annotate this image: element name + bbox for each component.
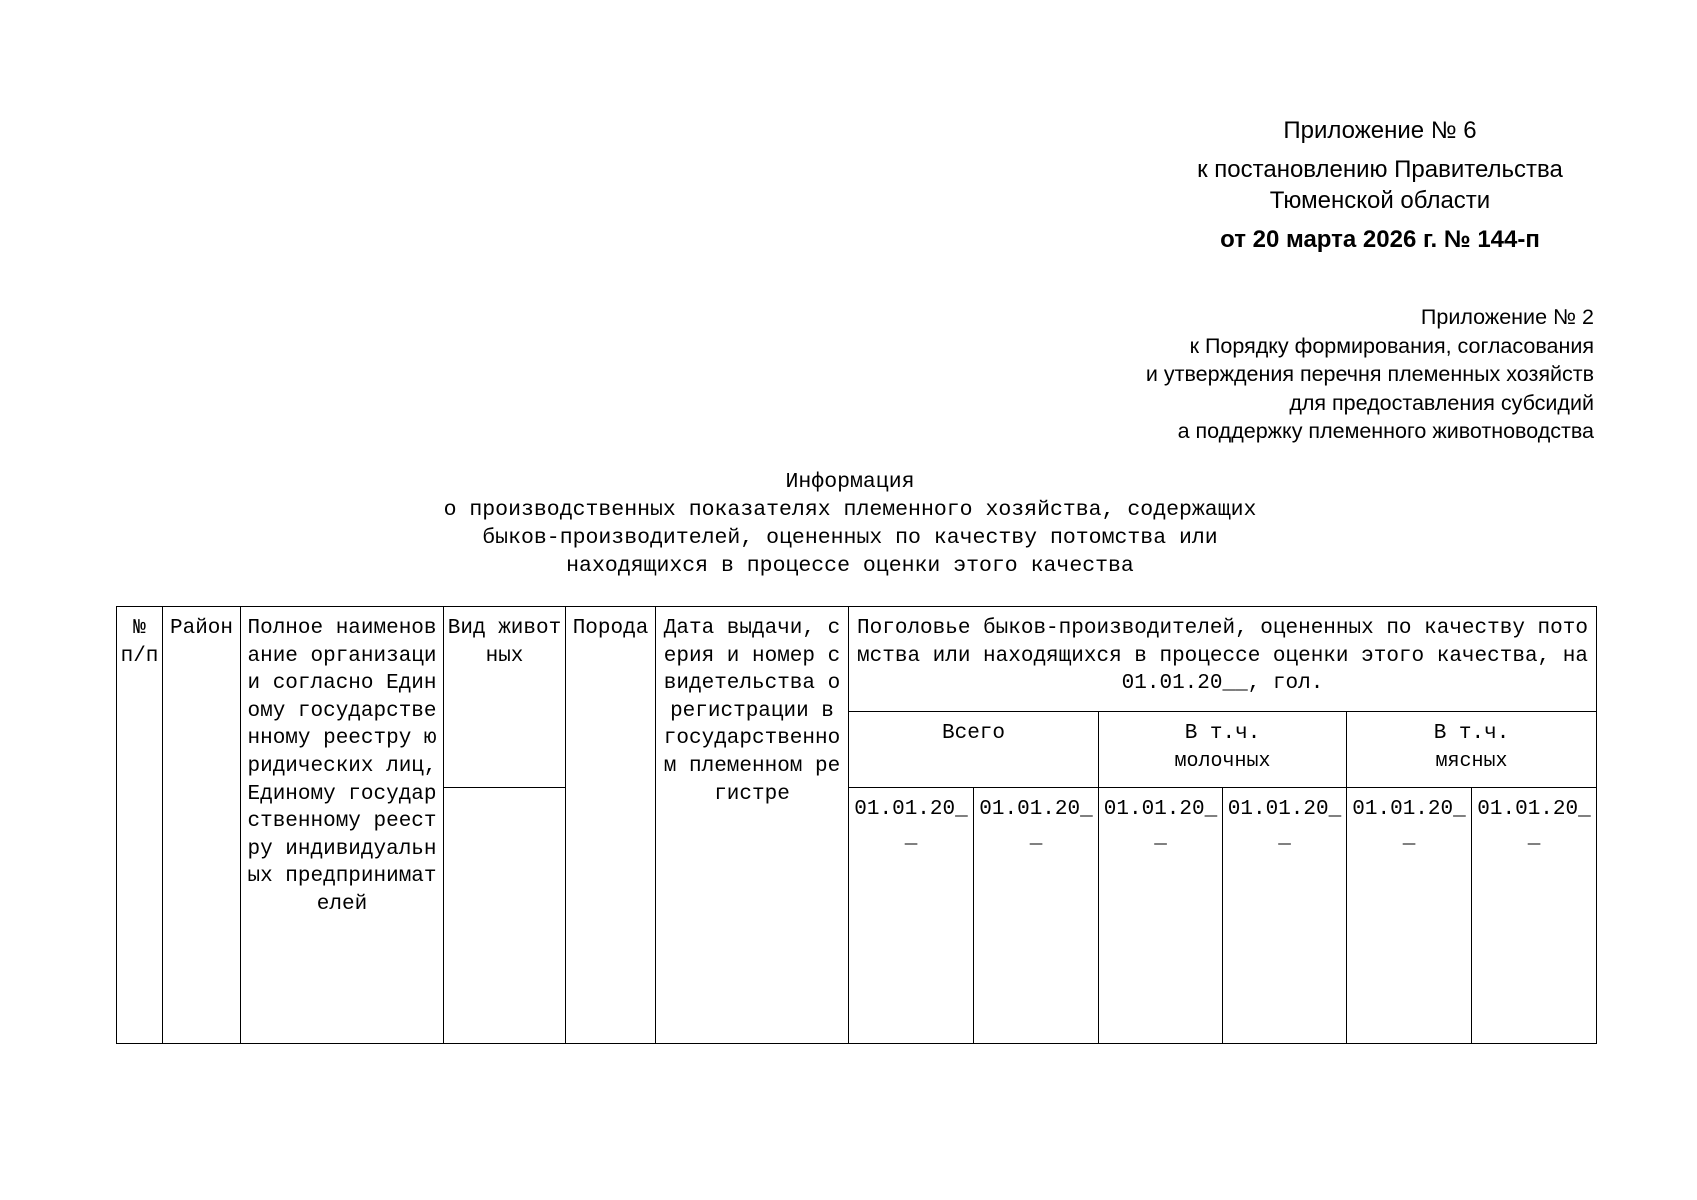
- date-cell-2: 01.01.20__: [974, 788, 1099, 1044]
- livestock-table: [116, 606, 1597, 1044]
- header-certificate: Дата выдачи, серия и номер свидетельства о регистрации в государственном племенном регистре: [656, 607, 849, 1044]
- date-cell-4: 01.01.20__: [1223, 788, 1347, 1044]
- annex2-line-3: и утверждения перечня племенных хозяйств: [1145, 362, 1594, 386]
- annex2-line-1: Приложение № 2: [1420, 305, 1594, 329]
- header-number: № п/п: [117, 607, 163, 1044]
- date-cell-5: 01.01.20__: [1347, 788, 1472, 1044]
- header-breed: Порода: [566, 607, 656, 1044]
- annex6-resolution-line2: Тюменской области: [1269, 187, 1491, 214]
- header-dairy-line1: В т.ч.: [1184, 722, 1261, 745]
- annex2-line-2: к Порядку формирования, согласования: [1189, 333, 1594, 358]
- title-line-1: Информация: [785, 470, 915, 494]
- title-line-2: о производственных показателях племенного хозяйства, содержащих: [443, 498, 1257, 522]
- date-cell-3: 01.01.20__: [1099, 788, 1223, 1044]
- annex2-header: [1146, 303, 1594, 446]
- date-cell-1: 01.01.20__: [849, 788, 974, 1044]
- date-cell-6: 01.01.20__: [1472, 788, 1597, 1044]
- annex2-line-4: для предоставления субсидий: [1289, 390, 1594, 415]
- header-meat-line1: В т.ч.: [1433, 722, 1510, 745]
- header-org-name: Полное наименование организации согласно Единому государственному реестру юридических лиц, Единому государственному реестру индивидуальных предпринимателей: [241, 607, 444, 1044]
- annex6-date-number: от 20 марта 2026 г. № 144-п: [1220, 226, 1540, 253]
- title-line-4: находящихся в процессе оценки этого качества: [566, 554, 1134, 578]
- header-meat-line2: мясных: [1435, 749, 1508, 773]
- header-dairy-line2: молочных: [1174, 749, 1271, 773]
- title-line-3: быков-производителей, оцененных по качеству потомства или: [482, 526, 1218, 550]
- header-district: Район: [163, 607, 241, 1044]
- animal-type-blank-cell: [444, 788, 566, 1044]
- document-title: [300, 468, 1400, 580]
- header-dairy: [1099, 712, 1347, 788]
- header-row-1: [117, 607, 1597, 712]
- annex6-header: [1070, 115, 1690, 255]
- header-animal-type: Вид животных: [444, 607, 566, 788]
- header-total: Всего: [849, 712, 1099, 788]
- annex6-title: Приложение № 6: [1283, 117, 1477, 144]
- header-livestock: Поголовье быков-производителей, оцененных по качеству потомства или находящихся в процессе оценки этого качества, на 01.01.20__, гол.: [849, 607, 1597, 712]
- header-meat: [1347, 712, 1597, 788]
- annex2-line-5: а поддержку племенного животноводства: [1177, 419, 1594, 443]
- annex6-resolution-line1: к постановлению Правительства: [1197, 156, 1563, 183]
